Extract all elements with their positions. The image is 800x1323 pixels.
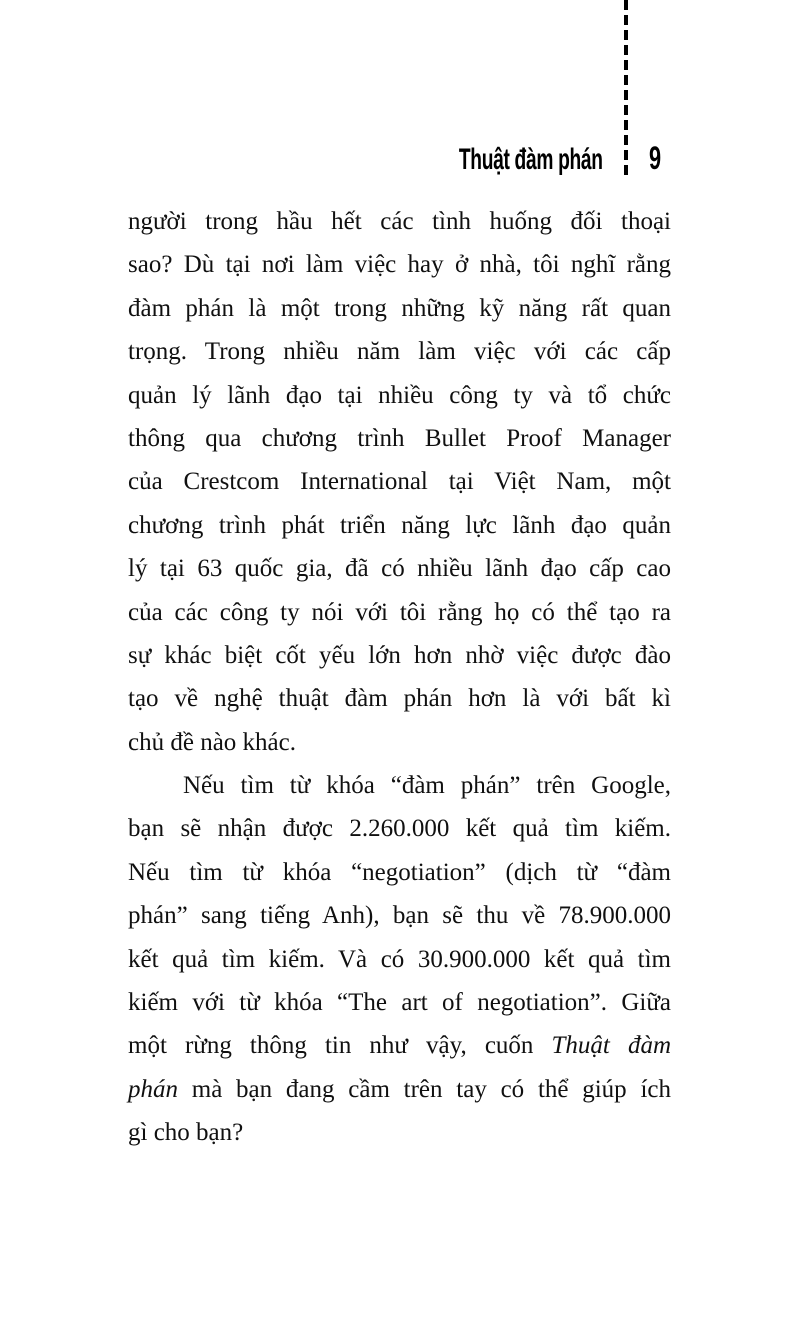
body-line [128, 504, 671, 547]
body-text-segment: gì cho bạn? [128, 1119, 244, 1147]
body-text-segment: Nếu tìm từ khóa “đàm phán” trên Google, [183, 772, 671, 800]
body-text-segment: Nếu tìm từ khóa “negotiation” (dịch từ “đàm [128, 858, 671, 886]
body-text-segment: một rừng thông tin như vậy, cuốn [128, 1032, 552, 1060]
body-text-segment: của các công ty nói với tôi rằng họ có thể tạo ra [128, 598, 671, 626]
body-text-segment: tạo về nghệ thuật đàm phán hơn là với bất kì [128, 685, 671, 713]
body-text-segment: quản lý lãnh đạo tại nhiều công ty và tổ chức [128, 381, 671, 409]
body-line [128, 547, 671, 590]
body-text [128, 200, 671, 1155]
body-line [128, 417, 671, 460]
header-divider-dotted-line [624, 0, 628, 178]
body-line [128, 634, 671, 677]
body-line [128, 938, 671, 981]
book-title-italic: phán [128, 1075, 178, 1103]
body-text-segment: người trong hầu hết các tình huống đối thoại [128, 208, 671, 235]
body-text-segment: sự khác biệt cốt yếu lớn hơn nhờ việc được đào [128, 641, 671, 669]
body-line [128, 1068, 671, 1111]
body-line [128, 330, 671, 373]
body-line [128, 1111, 671, 1154]
book-title-italic: Thuật đàm [551, 1032, 671, 1060]
body-text-segment: phán” sang tiếng Anh), bạn sẽ thu về 78.900.000 [128, 902, 671, 930]
body-text-segment: của Crestcom International tại Việt Nam, một [128, 468, 671, 496]
body-text-segment: bạn sẽ nhận được 2.260.000 kết quả tìm kiếm. [128, 815, 671, 843]
page-number: 9 [648, 140, 662, 176]
body-text-segment: chương trình phát triển năng lực lãnh đạo quản [128, 511, 671, 539]
body-text-segment: chủ đề nào khác. [128, 728, 296, 756]
body-line [128, 243, 671, 286]
body-line [128, 460, 671, 503]
body-text-segment: đàm phán là một trong những kỹ năng rất quan [128, 294, 671, 322]
body-line [128, 200, 671, 243]
body-line [128, 981, 671, 1024]
body-line [128, 764, 671, 807]
body-text-segment: kiếm với từ khóa “The art of negotiation”. Giữa [128, 989, 671, 1017]
paragraph [128, 200, 671, 764]
body-text-segment: kết quả tìm kiếm. Và có 30.900.000 kết quả tìm [128, 945, 671, 973]
body-text-segment: sao? Dù tại nơi làm việc hay ở nhà, tôi nghĩ rằng [128, 251, 671, 279]
body-text-segment: thông qua chương trình Bullet Proof Manager [128, 424, 671, 452]
running-title: Thuật đàm phán [459, 143, 603, 176]
body-line [128, 287, 671, 330]
body-line [128, 721, 671, 764]
body-text-segment: lý tại 63 quốc gia, đã có nhiều lãnh đạo cấp cao [128, 555, 671, 583]
body-line [128, 851, 671, 894]
body-line [128, 374, 671, 417]
body-line [128, 894, 671, 937]
paragraph [128, 764, 671, 1155]
body-line [128, 677, 671, 720]
body-line [128, 591, 671, 634]
body-text-segment: trọng. Trong nhiều năm làm việc với các cấp [128, 338, 671, 366]
body-text-segment: mà bạn đang cầm trên tay có thể giúp ích [178, 1075, 671, 1103]
body-line [128, 1024, 671, 1067]
body-line [128, 807, 671, 850]
